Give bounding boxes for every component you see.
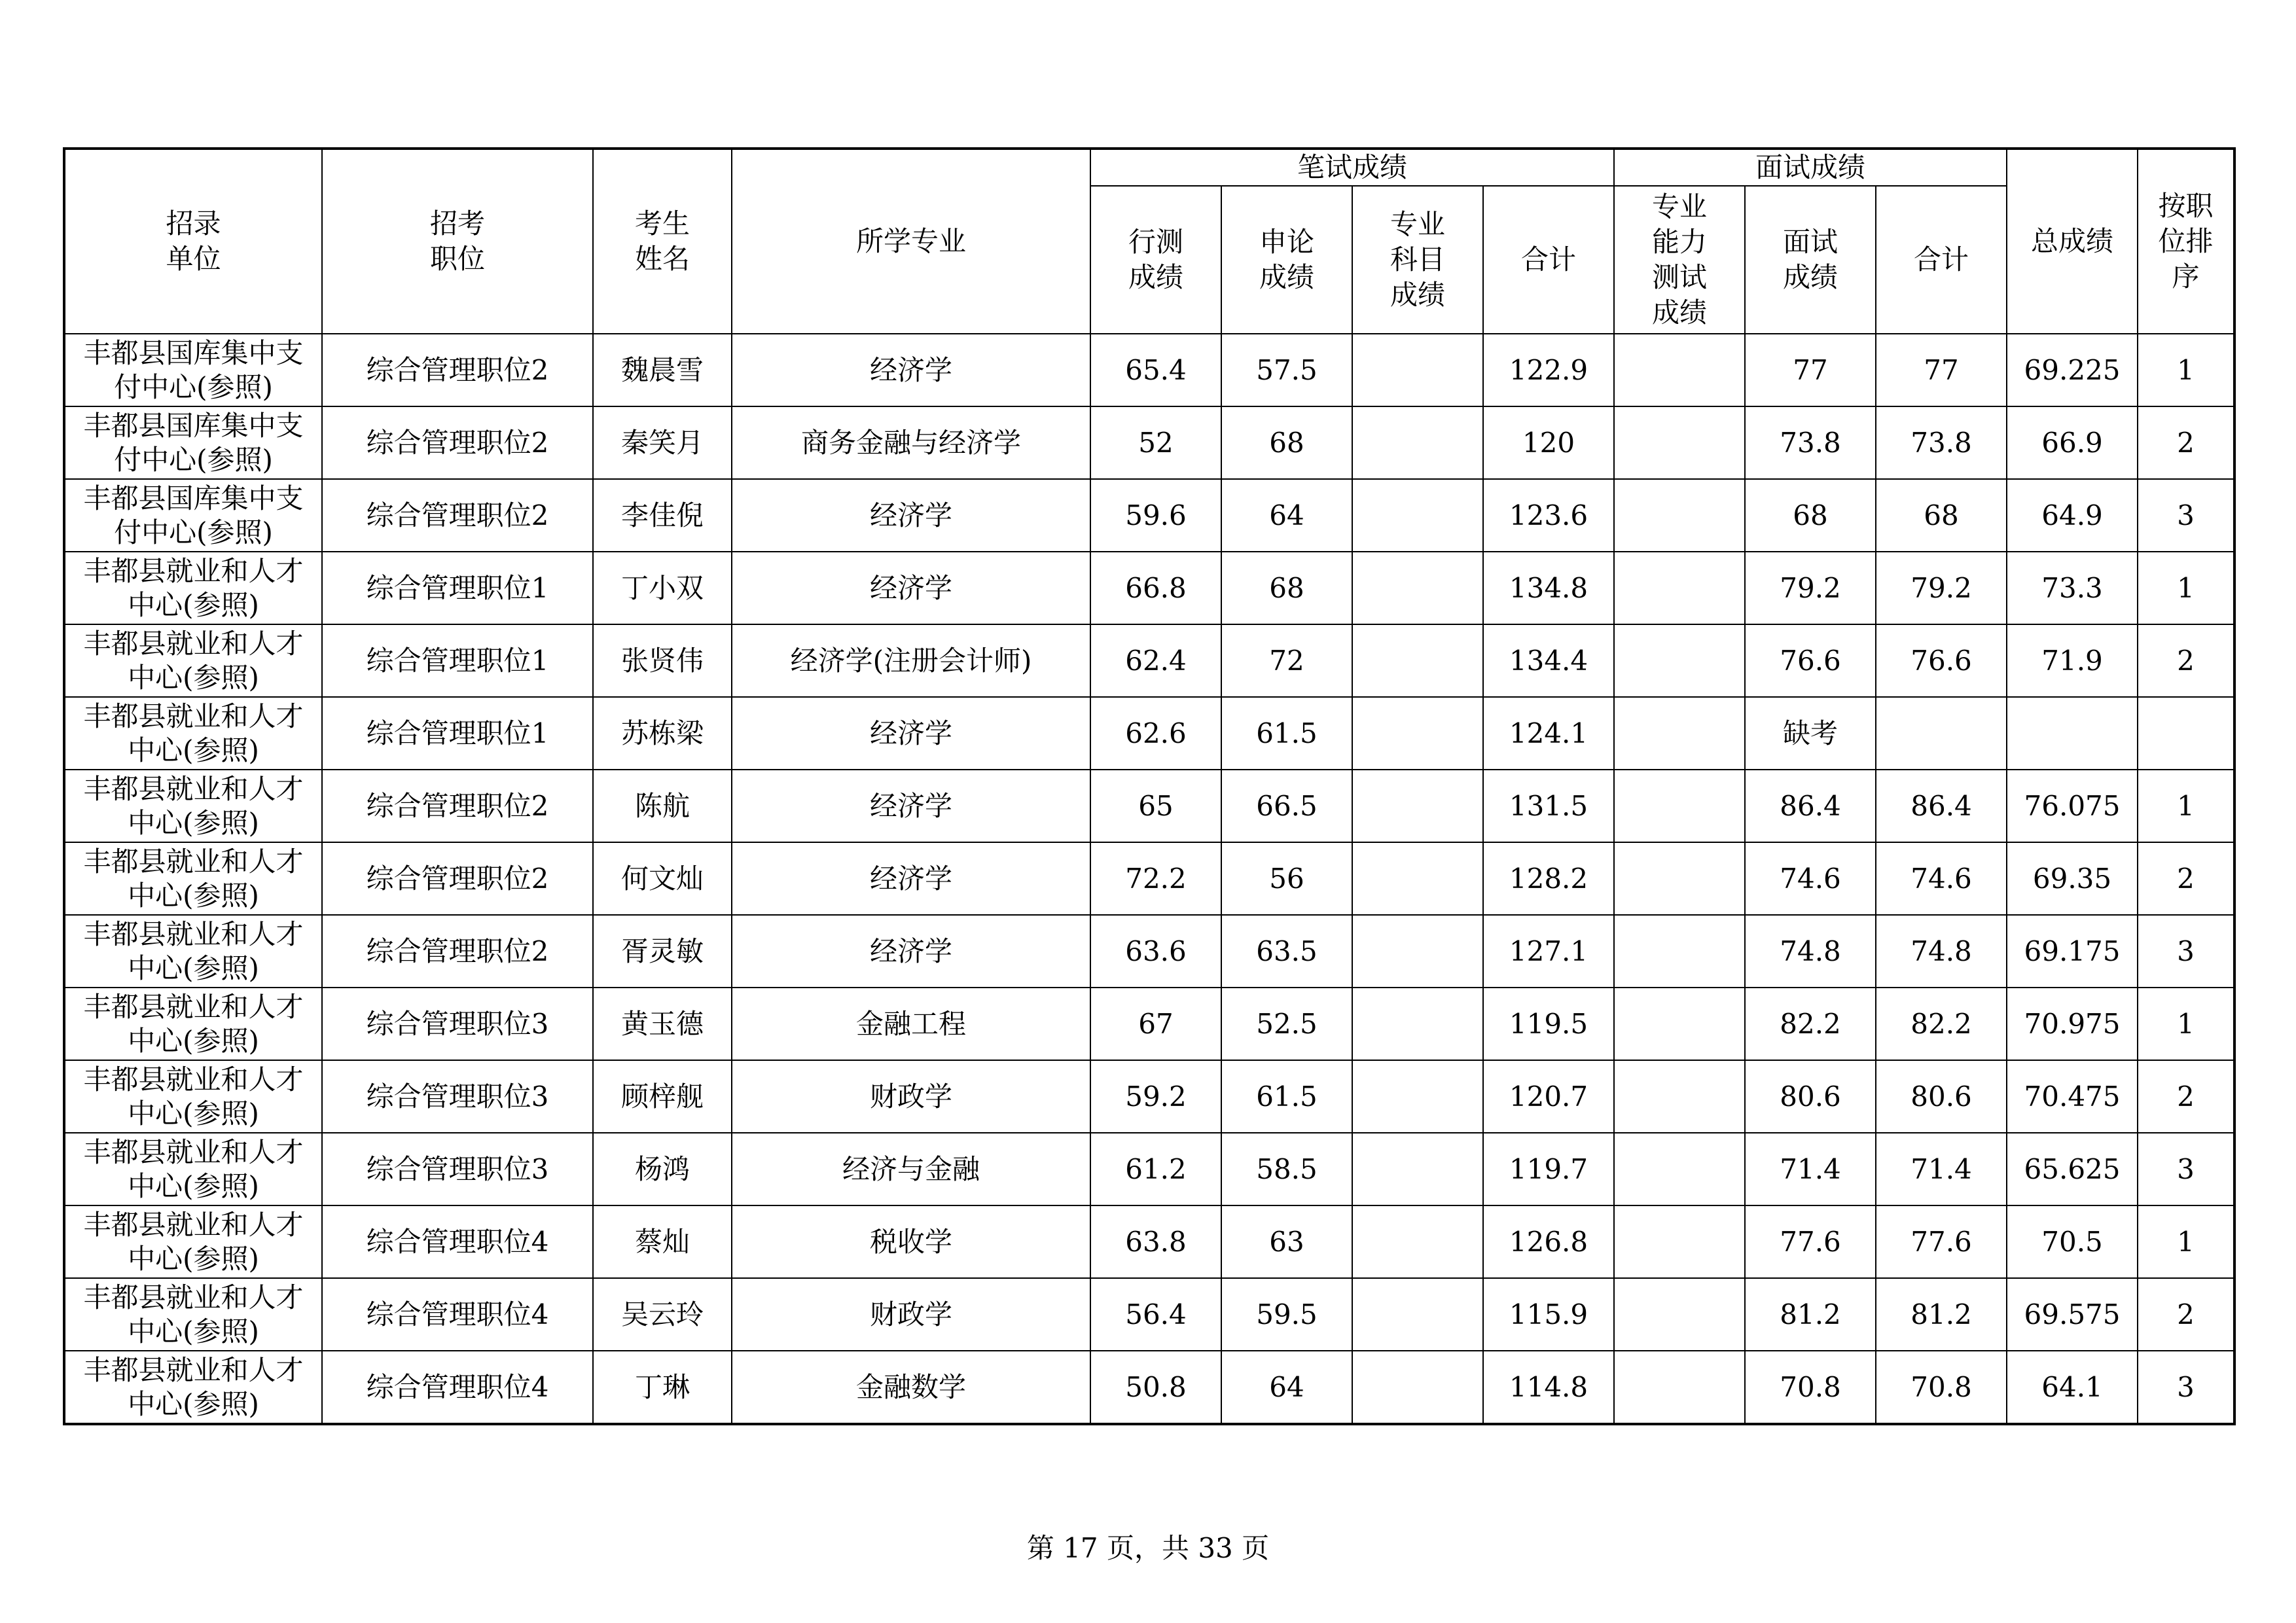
cell-total: 66.9 [2007,406,2138,479]
cell-name: 黄玉德 [593,988,732,1060]
cell-major: 财政学 [732,1060,1090,1133]
cell-name: 蔡灿 [593,1205,732,1278]
cell-interview-total: 74.6 [1876,842,2007,915]
cell-xingce: 62.6 [1090,697,1221,770]
cell-rank: 1 [2138,770,2234,842]
cell-unit: 丰都县就业和人才 中心(参照) [64,1133,322,1205]
cell-interview-score: 74.6 [1745,842,1876,915]
cell-total: 70.5 [2007,1205,2138,1278]
cell-position: 综合管理职位2 [322,334,593,406]
cell-position: 综合管理职位4 [322,1351,593,1424]
cell-zhuanye-kemu [1352,334,1483,406]
header-interview-score: 面试 成绩 [1745,186,1876,334]
cell-total: 71.9 [2007,624,2138,697]
cell-interview-score: 81.2 [1745,1278,1876,1351]
header-xingce: 行测 成绩 [1090,186,1221,334]
cell-major: 经济学 [732,770,1090,842]
cell-unit: 丰都县就业和人才 中心(参照) [64,988,322,1060]
cell-interview-total: 68 [1876,479,2007,552]
cell-written-total: 124.1 [1483,697,1614,770]
header-name: 考生 姓名 [593,149,732,334]
cell-xingce: 72.2 [1090,842,1221,915]
cell-shenlun: 61.5 [1221,697,1352,770]
cell-name: 陈航 [593,770,732,842]
cell-position: 综合管理职位4 [322,1205,593,1278]
cell-interview-score: 86.4 [1745,770,1876,842]
cell-major: 经济学 [732,334,1090,406]
cell-total: 76.075 [2007,770,2138,842]
cell-written-total: 134.8 [1483,552,1614,624]
cell-written-total: 123.6 [1483,479,1614,552]
cell-shenlun: 66.5 [1221,770,1352,842]
cell-rank: 3 [2138,915,2234,988]
cell-zhuanye-nengli [1614,1133,1745,1205]
cell-total [2007,697,2138,770]
cell-position: 综合管理职位1 [322,624,593,697]
cell-xingce: 59.2 [1090,1060,1221,1133]
cell-xingce: 65.4 [1090,334,1221,406]
cell-interview-score: 70.8 [1745,1351,1876,1424]
cell-unit: 丰都县就业和人才 中心(参照) [64,1060,322,1133]
cell-name: 张贤伟 [593,624,732,697]
cell-zhuanye-nengli [1614,479,1745,552]
cell-major: 经济学 [732,842,1090,915]
cell-position: 综合管理职位2 [322,479,593,552]
cell-interview-total: 80.6 [1876,1060,2007,1133]
cell-interview-score: 73.8 [1745,406,1876,479]
cell-shenlun: 64 [1221,1351,1352,1424]
cell-shenlun: 68 [1221,406,1352,479]
cell-written-total: 128.2 [1483,842,1614,915]
cell-rank: 2 [2138,842,2234,915]
header-written-group: 笔试成绩 [1090,149,1614,186]
cell-interview-score: 82.2 [1745,988,1876,1060]
cell-xingce: 65 [1090,770,1221,842]
cell-zhuanye-nengli [1614,406,1745,479]
cell-xingce: 67 [1090,988,1221,1060]
cell-zhuanye-kemu [1352,1205,1483,1278]
header-shenlun: 申论 成绩 [1221,186,1352,334]
cell-written-total: 127.1 [1483,915,1614,988]
score-table [63,147,2236,1425]
cell-interview-score: 缺考 [1745,697,1876,770]
cell-zhuanye-kemu [1352,552,1483,624]
cell-name: 李佳倪 [593,479,732,552]
cell-total: 64.9 [2007,479,2138,552]
cell-shenlun: 61.5 [1221,1060,1352,1133]
cell-rank [2138,697,2234,770]
cell-xingce: 63.8 [1090,1205,1221,1278]
table-row [64,334,2234,406]
table-row [64,1278,2234,1351]
header-zhuanye-nengli: 专业 能力 测试 成绩 [1614,186,1745,334]
cell-interview-score: 68 [1745,479,1876,552]
cell-major: 财政学 [732,1278,1090,1351]
cell-written-total: 134.4 [1483,624,1614,697]
cell-zhuanye-kemu [1352,988,1483,1060]
cell-zhuanye-kemu [1352,624,1483,697]
cell-interview-score: 80.6 [1745,1060,1876,1133]
cell-xingce: 59.6 [1090,479,1221,552]
cell-interview-total: 79.2 [1876,552,2007,624]
cell-name: 苏栋梁 [593,697,732,770]
header-unit: 招录 单位 [64,149,322,334]
cell-total: 70.975 [2007,988,2138,1060]
header-rank: 按职 位排 序 [2138,149,2234,334]
cell-interview-total: 77 [1876,334,2007,406]
cell-zhuanye-nengli [1614,1278,1745,1351]
table-row [64,842,2234,915]
header-total: 总成绩 [2007,149,2138,334]
cell-written-total: 119.7 [1483,1133,1614,1205]
table-row [64,770,2234,842]
cell-shenlun: 64 [1221,479,1352,552]
cell-zhuanye-kemu [1352,842,1483,915]
cell-zhuanye-nengli [1614,988,1745,1060]
header-position: 招考 职位 [322,149,593,334]
cell-major: 经济学 [732,552,1090,624]
cell-major: 税收学 [732,1205,1090,1278]
cell-zhuanye-nengli [1614,334,1745,406]
table-row [64,915,2234,988]
cell-major: 经济学 [732,915,1090,988]
cell-total: 69.35 [2007,842,2138,915]
cell-interview-score: 77 [1745,334,1876,406]
cell-position: 综合管理职位2 [322,770,593,842]
cell-unit: 丰都县就业和人才 中心(参照) [64,770,322,842]
cell-shenlun: 59.5 [1221,1278,1352,1351]
table-row [64,988,2234,1060]
cell-shenlun: 56 [1221,842,1352,915]
table-row [64,1351,2234,1424]
cell-name: 何文灿 [593,842,732,915]
cell-shenlun: 52.5 [1221,988,1352,1060]
table-row [64,406,2234,479]
cell-zhuanye-kemu [1352,915,1483,988]
cell-interview-total: 76.6 [1876,624,2007,697]
cell-rank: 2 [2138,1278,2234,1351]
cell-total: 69.225 [2007,334,2138,406]
table-row [64,479,2234,552]
cell-shenlun: 63 [1221,1205,1352,1278]
cell-name: 丁琳 [593,1351,732,1424]
cell-unit: 丰都县就业和人才 中心(参照) [64,1278,322,1351]
cell-written-total: 119.5 [1483,988,1614,1060]
cell-interview-score: 79.2 [1745,552,1876,624]
cell-shenlun: 58.5 [1221,1133,1352,1205]
cell-written-total: 122.9 [1483,334,1614,406]
cell-rank: 2 [2138,1060,2234,1133]
cell-written-total: 120.7 [1483,1060,1614,1133]
cell-interview-total: 73.8 [1876,406,2007,479]
cell-zhuanye-nengli [1614,552,1745,624]
cell-shenlun: 57.5 [1221,334,1352,406]
cell-major: 金融数学 [732,1351,1090,1424]
table-row [64,1060,2234,1133]
cell-unit: 丰都县就业和人才 中心(参照) [64,1205,322,1278]
cell-total: 69.575 [2007,1278,2138,1351]
cell-written-total: 115.9 [1483,1278,1614,1351]
cell-written-total: 114.8 [1483,1351,1614,1424]
header-interview-group: 面试成绩 [1614,149,2007,186]
cell-name: 丁小双 [593,552,732,624]
cell-zhuanye-kemu [1352,406,1483,479]
cell-major: 商务金融与经济学 [732,406,1090,479]
cell-position: 综合管理职位2 [322,842,593,915]
cell-interview-score: 77.6 [1745,1205,1876,1278]
cell-unit: 丰都县就业和人才 中心(参照) [64,697,322,770]
cell-zhuanye-nengli [1614,842,1745,915]
cell-written-total: 131.5 [1483,770,1614,842]
cell-unit: 丰都县就业和人才 中心(参照) [64,915,322,988]
cell-xingce: 52 [1090,406,1221,479]
cell-rank: 1 [2138,334,2234,406]
cell-interview-score: 74.8 [1745,915,1876,988]
cell-name: 魏晨雪 [593,334,732,406]
cell-position: 综合管理职位2 [322,915,593,988]
cell-interview-total: 77.6 [1876,1205,2007,1278]
cell-unit: 丰都县就业和人才 中心(参照) [64,842,322,915]
cell-major: 经济学(注册会计师) [732,624,1090,697]
cell-unit: 丰都县国库集中支 付中心(参照) [64,406,322,479]
cell-rank: 2 [2138,406,2234,479]
cell-shenlun: 68 [1221,552,1352,624]
cell-interview-total: 71.4 [1876,1133,2007,1205]
cell-xingce: 61.2 [1090,1133,1221,1205]
cell-rank: 1 [2138,1205,2234,1278]
cell-rank: 2 [2138,624,2234,697]
cell-interview-total: 70.8 [1876,1351,2007,1424]
cell-position: 综合管理职位3 [322,1133,593,1205]
cell-name: 秦笑月 [593,406,732,479]
cell-total: 64.1 [2007,1351,2138,1424]
table-row [64,697,2234,770]
cell-written-total: 126.8 [1483,1205,1614,1278]
cell-zhuanye-nengli [1614,624,1745,697]
cell-shenlun: 72 [1221,624,1352,697]
cell-zhuanye-nengli [1614,1351,1745,1424]
cell-major: 经济学 [732,697,1090,770]
cell-position: 综合管理职位1 [322,697,593,770]
cell-xingce: 50.8 [1090,1351,1221,1424]
cell-total: 70.475 [2007,1060,2138,1133]
header-major: 所学专业 [732,149,1090,334]
cell-interview-total: 86.4 [1876,770,2007,842]
cell-position: 综合管理职位3 [322,1060,593,1133]
cell-xingce: 63.6 [1090,915,1221,988]
cell-position: 综合管理职位4 [322,1278,593,1351]
header-interview-total: 合计 [1876,186,2007,334]
table-row [64,624,2234,697]
cell-total: 73.3 [2007,552,2138,624]
header-written-total: 合计 [1483,186,1614,334]
cell-interview-total: 82.2 [1876,988,2007,1060]
cell-zhuanye-kemu [1352,697,1483,770]
cell-zhuanye-kemu [1352,1060,1483,1133]
cell-zhuanye-kemu [1352,1133,1483,1205]
cell-zhuanye-nengli [1614,1060,1745,1133]
cell-zhuanye-kemu [1352,770,1483,842]
cell-xingce: 62.4 [1090,624,1221,697]
cell-total: 65.625 [2007,1133,2138,1205]
table-body [64,334,2234,1424]
table-row [64,1205,2234,1278]
cell-interview-total: 81.2 [1876,1278,2007,1351]
cell-unit: 丰都县就业和人才 中心(参照) [64,624,322,697]
cell-zhuanye-nengli [1614,770,1745,842]
cell-major: 经济学 [732,479,1090,552]
cell-name: 胥灵敏 [593,915,732,988]
cell-zhuanye-nengli [1614,915,1745,988]
header-zhuanye-kemu: 专业 科目 成绩 [1352,186,1483,334]
cell-interview-score: 71.4 [1745,1133,1876,1205]
cell-position: 综合管理职位2 [322,406,593,479]
cell-position: 综合管理职位1 [322,552,593,624]
cell-rank: 1 [2138,552,2234,624]
cell-written-total: 120 [1483,406,1614,479]
cell-rank: 3 [2138,1133,2234,1205]
cell-unit: 丰都县国库集中支 付中心(参照) [64,479,322,552]
cell-interview-total [1876,697,2007,770]
cell-shenlun: 63.5 [1221,915,1352,988]
cell-total: 69.175 [2007,915,2138,988]
cell-unit: 丰都县国库集中支 付中心(参照) [64,334,322,406]
cell-major: 经济与金融 [732,1133,1090,1205]
cell-zhuanye-kemu [1352,1278,1483,1351]
cell-interview-score: 76.6 [1745,624,1876,697]
cell-major: 金融工程 [732,988,1090,1060]
cell-xingce: 66.8 [1090,552,1221,624]
cell-zhuanye-nengli [1614,697,1745,770]
cell-name: 杨鸿 [593,1133,732,1205]
table-row [64,552,2234,624]
cell-unit: 丰都县就业和人才 中心(参照) [64,552,322,624]
cell-zhuanye-nengli [1614,1205,1745,1278]
cell-position: 综合管理职位3 [322,988,593,1060]
cell-rank: 1 [2138,988,2234,1060]
cell-zhuanye-kemu [1352,1351,1483,1424]
cell-name: 吴云玲 [593,1278,732,1351]
cell-rank: 3 [2138,479,2234,552]
cell-interview-total: 74.8 [1876,915,2007,988]
table-row [64,1133,2234,1205]
cell-xingce: 56.4 [1090,1278,1221,1351]
cell-unit: 丰都县就业和人才 中心(参照) [64,1351,322,1424]
cell-zhuanye-kemu [1352,479,1483,552]
cell-name: 顾梓舰 [593,1060,732,1133]
cell-rank: 3 [2138,1351,2234,1424]
page-footer: 第 17 页，共 33 页 [1026,1532,1270,1564]
